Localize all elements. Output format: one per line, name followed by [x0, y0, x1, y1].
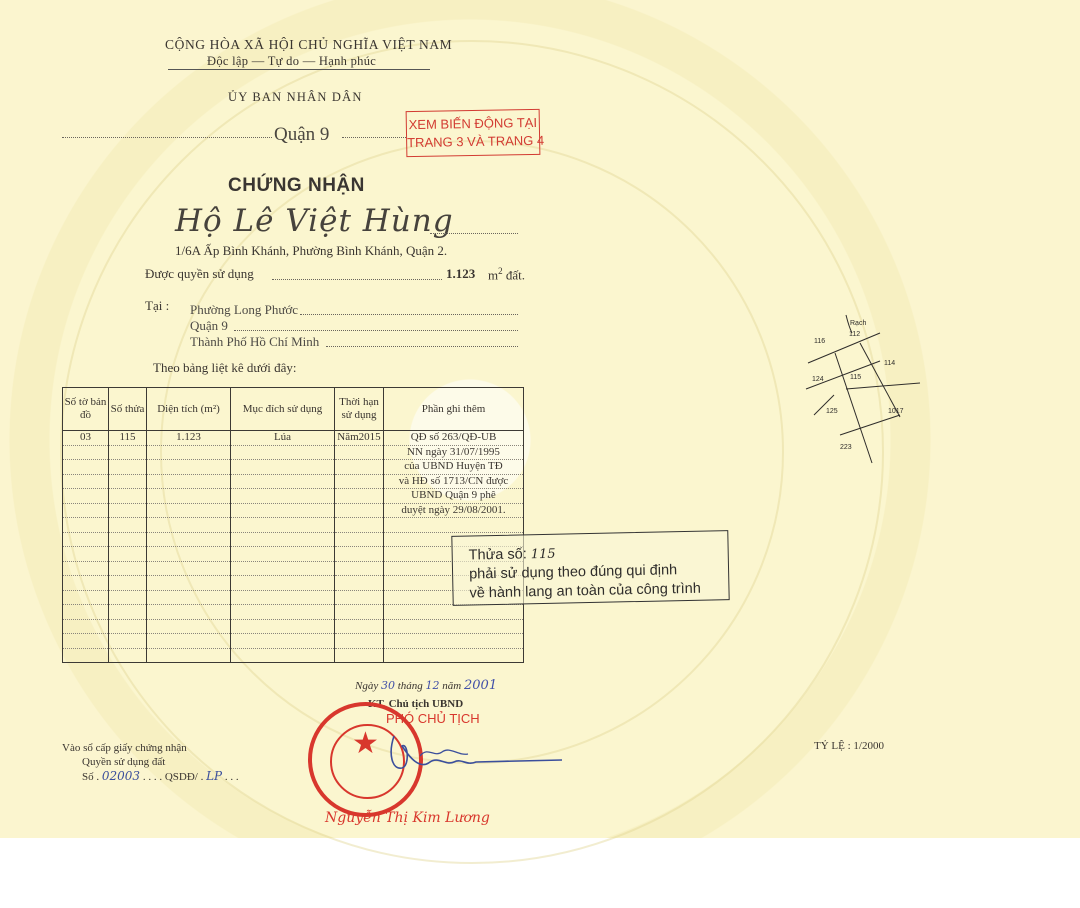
dotted-line: [234, 330, 518, 331]
table-row: [63, 634, 524, 649]
signer-name: Nguyễn Thị Kim Lương: [325, 810, 490, 826]
cell-note: của UBND Huyện TĐ: [384, 460, 524, 475]
table-row: [63, 431, 524, 446]
area-suffix: đất.: [505, 267, 526, 283]
city: Thành Phố Hồ Chí Minh: [190, 334, 320, 349]
col-header-map-sheet: Số tờ bản đồ: [63, 388, 109, 431]
cell-area: 1.123: [147, 431, 231, 446]
cell-purpose: Lúa: [231, 431, 335, 446]
dotted-line: [272, 279, 442, 280]
table-row: [63, 474, 524, 489]
col-header-parcel: Số thửa: [109, 388, 147, 431]
parcel-map-label: Rạch: [850, 320, 867, 327]
certificate-title: CHỨNG NHẬN: [228, 175, 365, 196]
cell-term: Năm2015: [335, 431, 384, 446]
signer-title: PHÓ CHỦ TỊCH: [386, 711, 480, 726]
cell-note: và HĐ số 1713/CN được: [384, 474, 524, 489]
district-heading: Quận 9: [274, 124, 330, 145]
date-year: 2001: [464, 678, 498, 693]
date-month-label: tháng: [397, 680, 423, 692]
signer-role: KT. Chủ tịch UBND: [368, 698, 464, 710]
parcel-map-label: 1017: [888, 408, 904, 415]
nation-title: CỘNG HÒA XÃ HỘI CHỦ NGHĨA VIỆT NAM: [165, 37, 453, 52]
change-stamp: [406, 109, 545, 157]
note-line2: phải sử dụng theo đúng qui định: [468, 562, 678, 583]
location-label: Tại :: [145, 298, 170, 313]
signature-scribble: [380, 732, 570, 782]
table-row: [63, 518, 524, 533]
dotted-line: [326, 346, 518, 347]
parcel-map-label: 115: [850, 374, 862, 381]
table-row: [63, 648, 524, 663]
cell-note: NN ngày 31/07/1995: [384, 445, 524, 460]
table-row: [63, 619, 524, 634]
col-header-term: Thời hạn sử dụng: [335, 388, 384, 431]
registry-number-prefix: Số: [82, 771, 94, 783]
date-year-label: năm: [442, 680, 462, 692]
note-label: Thửa số:: [468, 546, 527, 564]
registry-number: Số . 02003 . . . . QSDĐ/ . LP . . .: [82, 769, 239, 783]
right-label: Được quyền sử dụng: [145, 266, 254, 281]
cell-map-sheet: 03: [63, 431, 109, 446]
map-scale: TỶ LỆ : 1/2000: [814, 740, 884, 752]
registry-line2: Quyền sử dụng đất: [82, 756, 166, 768]
registry-number-suffix: QSDĐ/: [164, 771, 198, 783]
col-header-purpose: Mục đích sử dụng: [231, 388, 335, 431]
table-row: [63, 503, 524, 518]
parcel-map-label: 125: [826, 408, 838, 415]
cell-parcel: 115: [109, 431, 147, 446]
area-value: 1.123: [446, 266, 476, 281]
col-header-area: Diện tích (m²): [147, 388, 231, 431]
cell-note: duyệt ngày 29/08/2001.: [384, 503, 524, 518]
authority-label: ỦY BAN NHÂN DÂN: [228, 90, 363, 104]
issue-date: [355, 678, 497, 693]
registry-code: LP: [206, 769, 223, 783]
col-header-notes: Phần ghi thêm: [384, 388, 524, 431]
parcel-map: [800, 305, 935, 470]
dotted-line: [300, 314, 518, 315]
table-row: [63, 489, 524, 504]
ward: Phường Long Phước: [190, 302, 299, 317]
land-table: [62, 387, 524, 663]
table-row: [63, 460, 524, 475]
area-unit: [488, 266, 525, 283]
seal-star-icon: ★: [352, 727, 379, 760]
holder-address: 1/6A Ấp Bình Khánh, Phường Bình Khánh, Quận 2.: [175, 243, 448, 258]
motto-underline: [168, 69, 430, 70]
holder-name: Hộ Lê Việt Hùng: [175, 203, 454, 239]
table-row: [63, 605, 524, 620]
table-header-row: [63, 388, 524, 431]
table-row: [63, 445, 524, 460]
note-line3: về hành lang an toàn của công trình: [469, 580, 702, 602]
parcel-map-label: 223: [840, 444, 852, 451]
parcel-map-label: 116: [814, 338, 826, 345]
parcel-map-label: 124: [812, 376, 824, 383]
change-stamp-line1: XEM BIẾN ĐỘNG TẠI: [408, 114, 538, 133]
note-parcel: 115: [530, 546, 556, 563]
cell-note: UBND Quận 9 phê: [384, 489, 524, 504]
motto: Độc lập — Tự do — Hạnh phúc: [207, 54, 377, 68]
dotted-line: [62, 137, 272, 138]
registry-line1: Vào sổ cấp giấy chứng nhận: [62, 742, 187, 754]
dotted-line: [342, 137, 406, 138]
dotted-line: [430, 233, 518, 234]
change-stamp-line2: TRANG 3 VÀ TRANG 4: [407, 132, 545, 151]
parcel-map-label: 114: [884, 360, 896, 367]
date-month: 12: [425, 679, 440, 692]
cell-note: QĐ số 263/QĐ-UB: [384, 431, 524, 446]
date-day: 30: [380, 679, 395, 692]
registry-number-value: 02003: [101, 769, 141, 783]
area-unit-text: m: [488, 267, 499, 283]
parcel-map-label: 112: [849, 331, 861, 338]
location-district: Quận 9: [190, 318, 228, 333]
corridor-note-stamp: [451, 530, 729, 606]
date-prefix: Ngày: [355, 680, 379, 692]
area-unit-superscript: 2: [498, 266, 503, 276]
list-label: Theo bảng liệt kê dưới đây:: [153, 360, 297, 375]
